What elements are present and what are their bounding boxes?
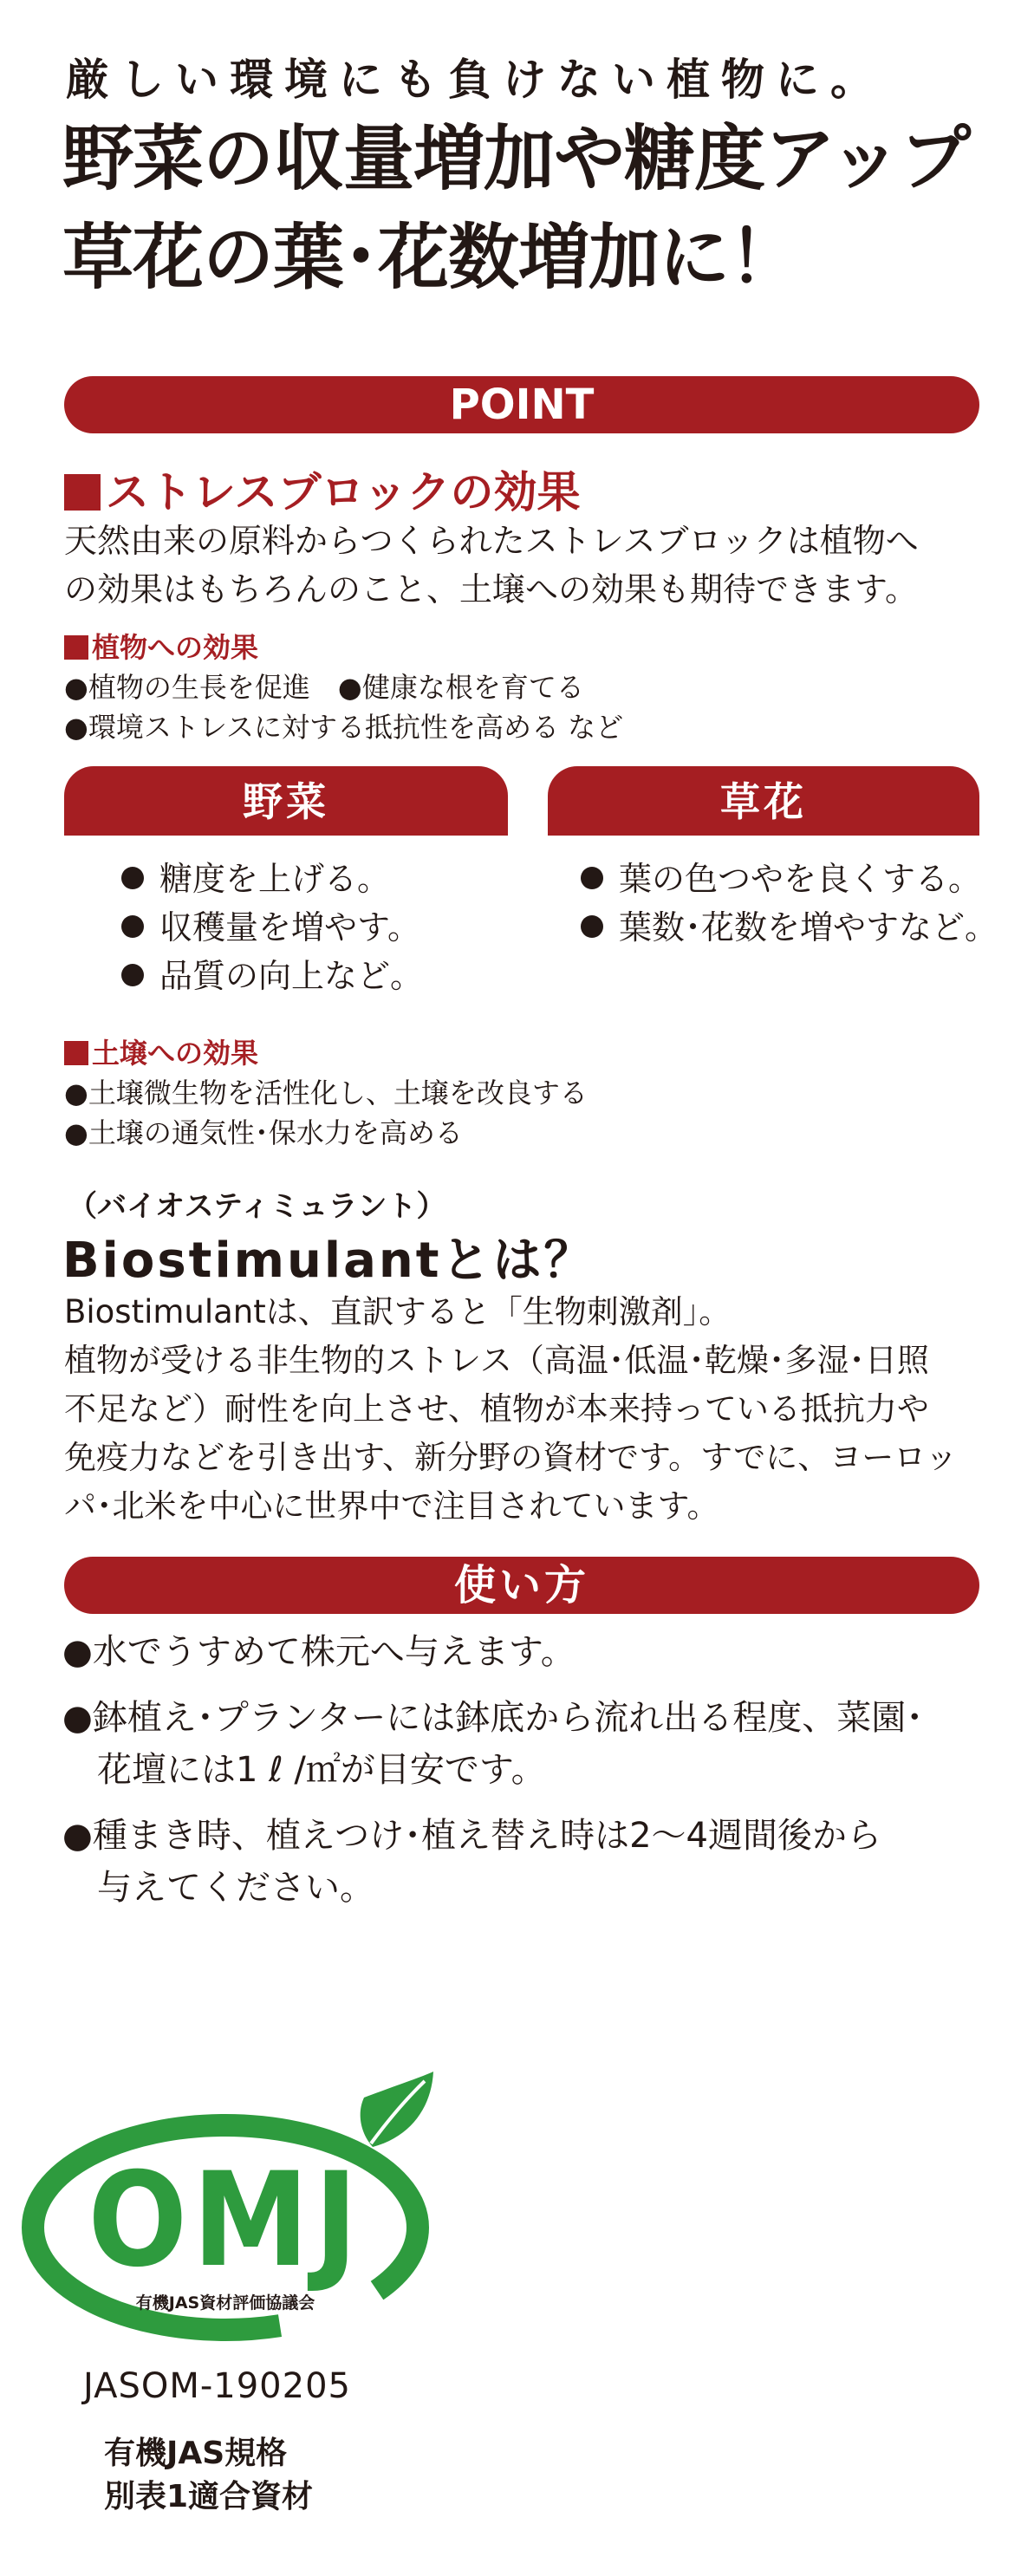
omj-logo-org: 有機JAS資材評価協議会 bbox=[135, 2293, 315, 2313]
soil-effects-list bbox=[64, 1073, 588, 1153]
omj-logo-graphic bbox=[17, 2067, 451, 2353]
plant-effect-title bbox=[64, 626, 258, 666]
bullet-dot-icon bbox=[121, 867, 144, 889]
intro-line-2: の効果はもちろんのこと、土壌への効果も期待できます。 bbox=[64, 570, 918, 608]
flowers-list-item: 葉数･花数を増やすなど。 bbox=[581, 903, 998, 952]
tab-vegetables: 野菜 bbox=[64, 766, 508, 836]
biostimulant-line: 不足など）耐性を向上させ、植物が本来持っている抵抗力や bbox=[64, 1390, 929, 1428]
point-banner: POINT bbox=[64, 376, 979, 433]
flowers-list-item: 葉の色つやを良くする。 bbox=[581, 855, 998, 903]
biostimulant-line: 植物が受ける非生物的ストレス（高温･低温･乾燥･多湿･日照 bbox=[64, 1342, 929, 1379]
soil-effect-title bbox=[64, 1031, 258, 1071]
usage-line: ●種まき時、植えつけ･植え替え時は2～4週間後から bbox=[62, 1816, 882, 1856]
tagline: 厳しい環境にも負けない植物に。 bbox=[66, 55, 885, 105]
soil-effect-item: ●土壌微生物を活性化し、土壌を改良する bbox=[64, 1077, 588, 1109]
usage-line: 与えてください。 bbox=[62, 1868, 374, 1908]
bullet-dot-icon bbox=[121, 964, 144, 986]
biostimulant-description bbox=[64, 1288, 957, 1531]
soil-effect-item: ●土壌の通気性･保水力を高める bbox=[64, 1116, 463, 1149]
tab-flowers: 草花 bbox=[548, 766, 979, 836]
flowers-list bbox=[581, 855, 998, 952]
stressblock-effect-title bbox=[64, 458, 581, 520]
vegetables-list-item: 糖度を上げる。 bbox=[121, 855, 423, 903]
square-bullet-icon bbox=[64, 635, 88, 660]
usage-instructions bbox=[62, 1626, 923, 1914]
biostimulant-line: Biostimulantは、直訳すると「生物刺激剤」。 bbox=[64, 1293, 732, 1330]
usage-line: ●鉢植え･プランターには鉢底から流れ出る程度、菜園･ bbox=[62, 1698, 924, 1738]
jas-standard bbox=[104, 2432, 313, 2519]
plant-effect-item: ●植物の生長を促進 ●健康な根を育てる bbox=[64, 671, 584, 704]
jas-standard-line-1: 有機JAS規格 bbox=[104, 2436, 288, 2471]
plant-effects-list bbox=[64, 667, 623, 747]
biostimulant-line: パ･北米を中心に世界中で注目されています。 bbox=[64, 1487, 719, 1525]
omj-logo bbox=[17, 2067, 451, 2353]
vegetables-list bbox=[121, 855, 423, 1000]
omj-logo-text: OMJ bbox=[88, 2145, 363, 2296]
plant-effect-title-text: 植物への効果 bbox=[92, 631, 259, 664]
square-bullet-icon bbox=[64, 1041, 88, 1065]
soil-effect-title-text: 土壌への効果 bbox=[92, 1037, 259, 1070]
bullet-dot-icon bbox=[121, 915, 144, 938]
bullet-dot-icon bbox=[581, 867, 603, 889]
vegetables-list-item: 収穫量を増やす。 bbox=[121, 903, 423, 952]
square-bullet-icon bbox=[64, 474, 101, 511]
stressblock-effect-title-text: ストレスブロックの効果 bbox=[106, 467, 581, 517]
headline-line-1: 野菜の収量増加や糖度アップ bbox=[62, 118, 971, 200]
vegetables-list-item: 品質の向上など。 bbox=[121, 952, 423, 1000]
biostimulant-line: 免疫力などを引き出す、新分野の資材です。すでに、ヨーロッ bbox=[64, 1439, 958, 1476]
bullet-dot-icon bbox=[581, 915, 603, 938]
jas-standard-line-2: 別表1適合資材 bbox=[104, 2479, 314, 2514]
intro-text bbox=[64, 517, 919, 614]
plant-effect-item: ●環境ストレスに対する抵抗性を高める など bbox=[64, 711, 624, 744]
headline-line-2: 草花の葉･花数増加に！ bbox=[62, 217, 800, 299]
usage-line: 花壇には1 ℓ /㎡が目安です。 bbox=[62, 1750, 546, 1790]
intro-line-1: 天然由来の原料からつくられたストレスブロックは植物へ bbox=[64, 522, 919, 560]
biostimulant-kana: （バイオスティミュラント） bbox=[68, 1189, 446, 1224]
usage-banner: 使い方 bbox=[64, 1557, 979, 1614]
certification-code: JASOM-190205 bbox=[83, 2366, 351, 2406]
biostimulant-title: Biostimulantとは？ bbox=[62, 1233, 595, 1289]
usage-line: ●水でうすめて株元へ与えます。 bbox=[62, 1632, 576, 1672]
